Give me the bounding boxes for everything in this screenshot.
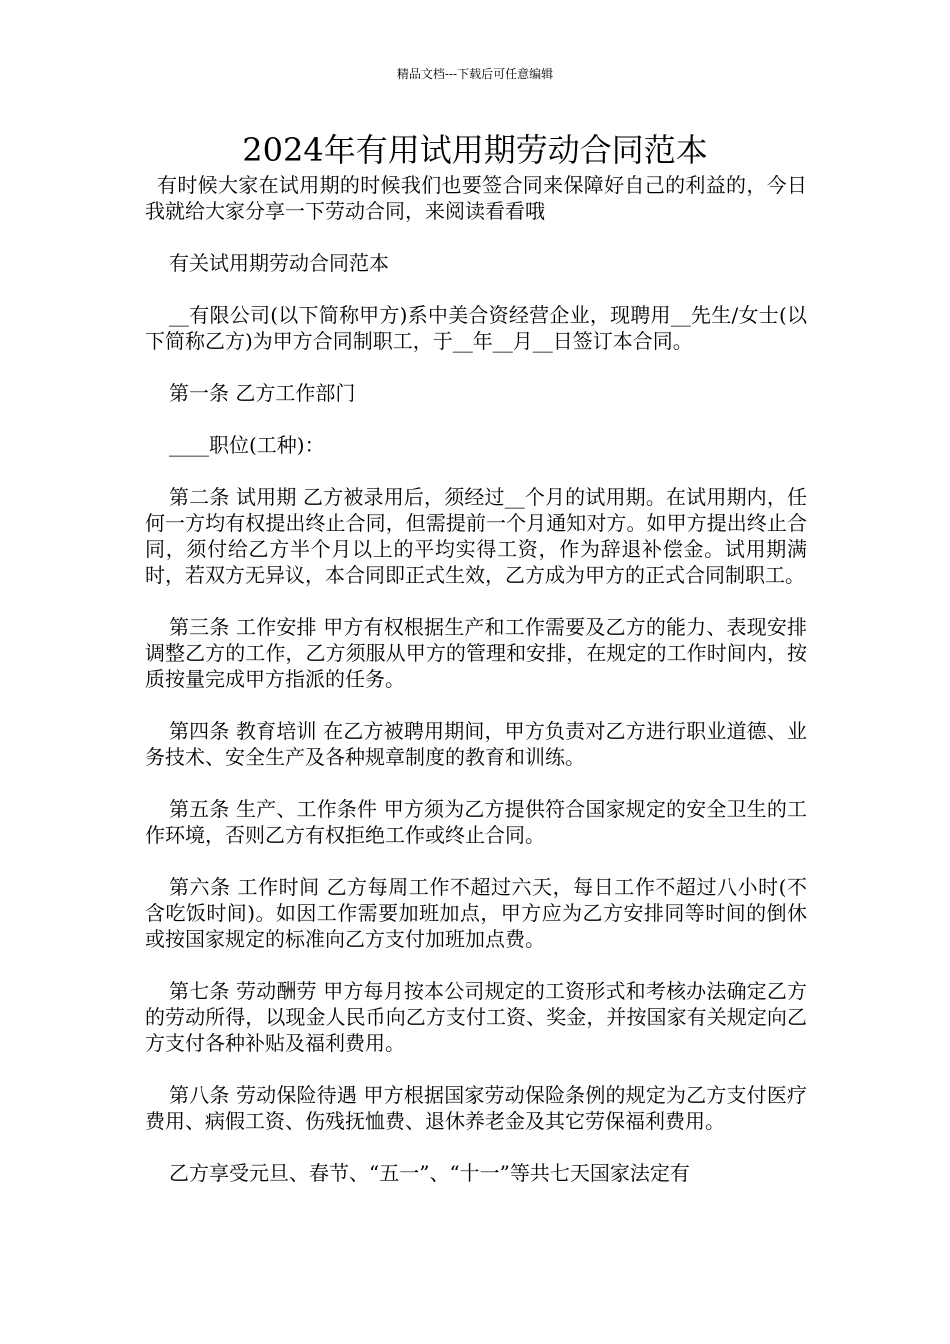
contract-preamble: __有限公司(以下简称甲方)系中美合资经营企业，现聘用__先生/女士(以下简称乙方)为甲方合同制职工，于__年__月__日签订本合同。 <box>145 303 807 353</box>
intro-paragraph: 有时候大家在试用期的时候我们也要签合同来保障好自己的利益的，今日我就给大家分享一下劳动合同，来阅读看看哦 <box>145 173 807 223</box>
article-3: 第三条 工作安排 甲方有权根据生产和工作需要及乙方的能力、表现安排调整乙方的工作，乙方须服从甲方的管理和安排，在规定的工作时间内，按质按量完成甲方指派的任务。 <box>145 615 807 691</box>
article-5: 第五条 生产、工作条件 甲方须为乙方提供符合国家规定的安全卫生的工作环境，否则乙方有权拒绝工作或终止合同。 <box>145 797 807 847</box>
article-8: 第八条 劳动保险待遇 甲方根据国家劳动保险条例的规定为乙方支付医疗费用、病假工资、伤残抚恤费、退休养老金及其它劳保福利费用。 <box>145 1083 807 1133</box>
position-line: ____职位(工种)： <box>169 433 325 457</box>
document-title: 2024年有用试用期劳动合同范本 <box>242 131 708 169</box>
holiday-paragraph: 乙方享受元旦、春节、“五一”、“十一”等共七天国家法定有 <box>169 1161 690 1185</box>
article-7: 第七条 劳动酬劳 甲方每月按本公司规定的工资形式和考核办法确定乙方的劳动所得，以现金人民币向乙方支付工资、奖金，并按国家有关规定向乙方支付各种补贴及福利费用。 <box>145 979 807 1055</box>
page-header: 精品文档---下载后可任意编辑 <box>396 67 554 81</box>
article-4: 第四条 教育培训 在乙方被聘用期间，甲方负责对乙方进行职业道德、业务技术、安全生产及各种规章制度的教育和训练。 <box>145 719 807 769</box>
article-6: 第六条 工作时间 乙方每周工作不超过六天，每日工作不超过八小时(不含吃饭时间)。如因工作需要加班加点，甲方应为乙方安排同等时间的倒休或按国家规定的标准向乙方支付加班加点费。 <box>145 875 807 951</box>
document-body <box>145 172 807 1212</box>
article-2: 第二条 试用期 乙方被录用后，须经过__个月的试用期。在试用期内，任何一方均有权提出终止合同，但需提前一个月通知对方。如甲方提出终止合同，须付给乙方半个月以上的平均实得工资，作为辞退补偿金。试用期满时，若双方无异议，本合同即正式生效，乙方成为甲方的正式合同制职工。 <box>145 485 807 587</box>
article-1: 第一条 乙方工作部门 <box>169 381 356 405</box>
section-heading: 有关试用期劳动合同范本 <box>169 251 389 275</box>
